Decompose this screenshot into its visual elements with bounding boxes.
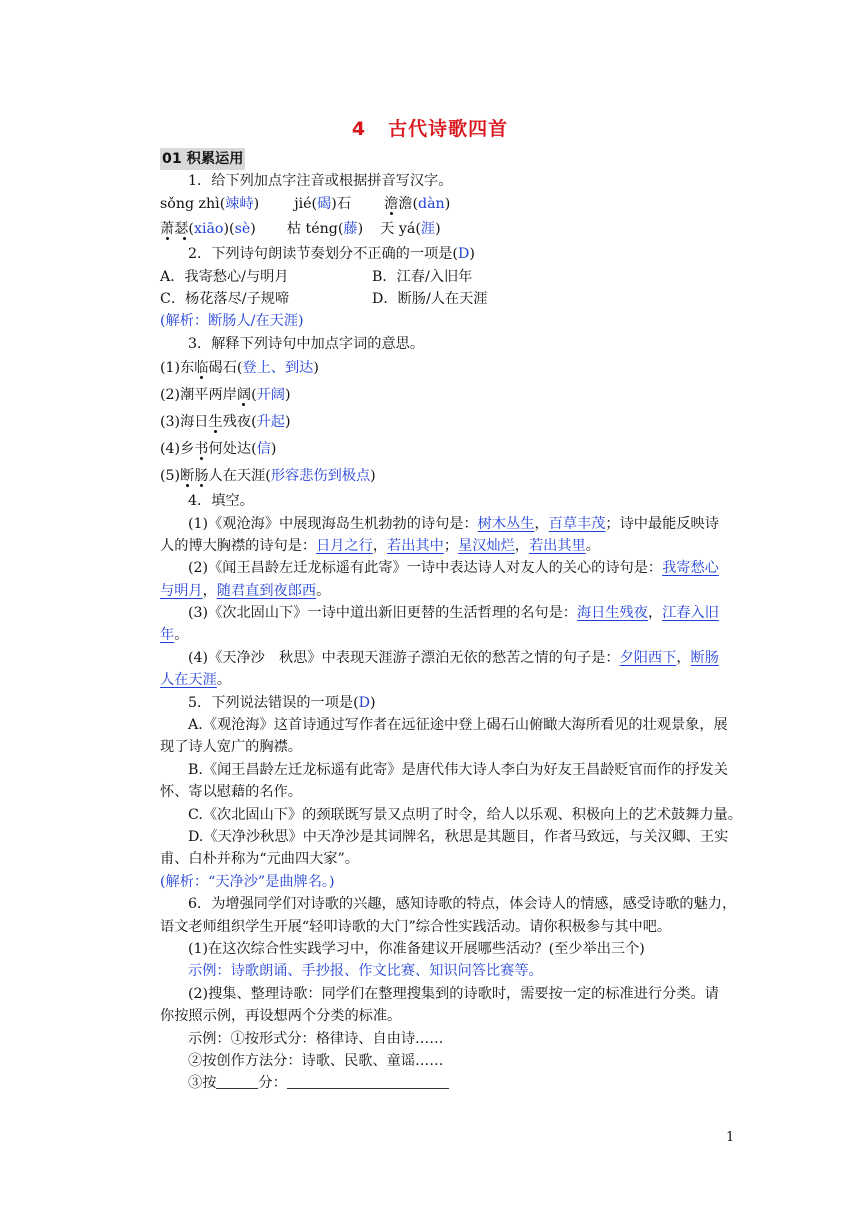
- option-a: A．我寄愁心/与明月: [160, 268, 289, 285]
- answer: xiāo: [193, 221, 224, 238]
- answer: 信: [256, 441, 271, 458]
- option-c: C．杨花落尽/子规啼: [160, 290, 290, 307]
- q1-row1: sǒng zhì(竦峙) jié(碣)石 澹澹(dàn): [160, 195, 451, 212]
- q5-option-d-cont: 甫、白朴并称为“元曲四大家”。: [160, 851, 359, 868]
- q4-p2: (2)《闻王昌龄左迁龙标遥有此寄》一诗中表达诗人对友人的关心的诗句是：我寄愁心: [188, 560, 719, 577]
- q6-sub1: (1)在这次综合性实践学习中，你准备建议开展哪些活动？(至少举出三个): [188, 940, 645, 957]
- q3-item: (2)潮平两岸阔(开阔): [160, 387, 291, 404]
- answer: 涯: [420, 221, 436, 238]
- answer: 江春入旧: [662, 605, 719, 622]
- q5-explanation: (解析：“天净沙”是曲牌名。): [160, 873, 335, 890]
- q5-option-b-cont: 怀、寄以慰藉的名作。: [160, 784, 302, 801]
- answer: D: [457, 246, 470, 263]
- q4-p2-cont: 与明月，随君直到夜郎西。: [160, 582, 331, 599]
- q3-stem: 3．解释下列诗句中加点字词的意思。: [188, 335, 425, 352]
- option-d: D．断肠/人在天涯: [372, 290, 488, 307]
- page-title: [0, 114, 860, 141]
- q5-stem: 5．下列说法错误的一项是(D): [188, 694, 376, 711]
- q4-p1: (1)《观沧海》中展现海岛生机勃勃的诗句是：树木丛生，百草丰茂；诗中最能反映诗: [188, 515, 719, 532]
- option-b: B．江春/入旧年: [372, 268, 473, 285]
- q5-option-b: B.《闻王昌龄左迁龙标遥有此寄》是唐代伟大诗人李白为好友王昌龄贬官而作的抒发关: [188, 761, 728, 778]
- q6-example-3: ③按 分：: [160, 1072, 732, 1094]
- page-number: 1: [726, 1130, 735, 1145]
- answer: 藤: [343, 221, 358, 238]
- answer: 断肠: [690, 649, 719, 666]
- q3-item: (4)乡书何处达(信): [160, 441, 277, 458]
- answer: 若出其里: [528, 537, 586, 554]
- answer: 海日生残夜: [576, 605, 648, 622]
- answer: 开阔: [256, 387, 285, 404]
- answer: 日月之行: [316, 537, 373, 554]
- answer: 我寄愁心: [662, 560, 719, 577]
- answer: 树木丛生: [477, 515, 535, 532]
- answer: 竦峙: [225, 195, 254, 212]
- q3-item: (5)断肠人在天涯(形容悲伤到极点): [160, 468, 376, 485]
- q4-p1-cont: 人的博大胸襟的诗句是：日月之行，若出其中；星汉灿烂，若出其里。: [160, 537, 600, 554]
- answer: dàn: [418, 195, 445, 212]
- q2-options-cd: [160, 288, 732, 310]
- answer: sè: [234, 221, 251, 238]
- answer: D: [358, 694, 370, 711]
- lesson-title: 古代诗歌四首: [388, 118, 509, 140]
- answer: 百草丰茂: [548, 515, 606, 532]
- q6-sub2-cont: 你按照示例，再设想两个分类的标准。: [160, 1008, 402, 1025]
- lesson-number: 4: [351, 118, 367, 140]
- answer: 登上、到达: [242, 360, 314, 377]
- answer: 碣: [317, 195, 332, 212]
- answer: 人在天涯: [160, 672, 217, 689]
- answer: 随君直到夜郎西: [216, 582, 317, 599]
- answer: 升起: [256, 414, 285, 431]
- section-heading: 01 积累运用: [160, 148, 245, 170]
- q6-stem-cont: 语文老师组织学生开展“轻叩诗歌的大门”综合性实践活动。请你积极参与其中吧。: [160, 918, 672, 935]
- q6-sub1-answer: 示例：诗歌朗诵、手抄报、作文比赛、知识问答比赛等。: [188, 963, 543, 980]
- answer: 年: [160, 627, 175, 644]
- q3-item: (3)海日生残夜(升起): [160, 414, 291, 431]
- blank-field[interactable]: [216, 1074, 258, 1089]
- q5-option-a-cont: 现了诗人宽广的胸襟。: [160, 739, 302, 756]
- q5-option-d: D.《天净沙秋思》中天净沙是其词牌名，秋思是其题目，作者马致远，与关汉卿、王实: [188, 828, 729, 845]
- q5-option-a: A.《观沧海》这首诗通过写作者在远征途中登上碣石山俯瞰大海所看见的壮观景象，展: [188, 717, 728, 734]
- answer: 若出其中: [387, 537, 444, 554]
- q4-p3-cont: 年。: [160, 627, 189, 644]
- answer: 与明月: [160, 582, 203, 599]
- q6-example-2: ②按创作方法分：诗歌、民歌、童谣……: [188, 1052, 444, 1069]
- q2-options-ab: [160, 266, 732, 288]
- blank-field[interactable]: [287, 1074, 449, 1089]
- q4-p4-cont: 人在天涯。: [160, 672, 231, 689]
- q4-stem: 4．填空。: [188, 493, 254, 510]
- q1-stem: 1．给下列加点字注音或根据拼音写汉字。: [188, 173, 453, 190]
- q4-p3: (3)《次北固山下》一诗中道出新旧更替的生活哲理的名句是：海日生残夜，江春入旧: [188, 605, 719, 622]
- q3-item: (1)东临碣石(登上、到达): [160, 360, 319, 377]
- answer: 星汉灿烂: [458, 537, 515, 554]
- q6-sub2: (2)搜集、整理诗歌：同学们在整理搜集到的诗歌时，需要按一定的标准进行分类。请: [188, 985, 719, 1002]
- q4-p4: (4)《天净沙 秋思》中表现天涯游子漂泊无依的愁苦之情的句子是：夕阳西下，断肠: [188, 649, 719, 666]
- q1-row2: 萧瑟(xiāo)(sè) 枯 téng(藤) 天 yá(涯): [160, 221, 441, 238]
- q6-stem: 6．为增强同学们对诗歌的兴趣，感知诗歌的特点，体会诗人的情感，感受诗歌的魅力，: [188, 896, 737, 913]
- q5-option-c: C.《次北固山下》的颈联既写景又点明了时令，给人以乐观、积极向上的艺术鼓舞力量。: [188, 806, 742, 823]
- answer: 夕阳西下: [619, 649, 677, 666]
- q2-stem: 2．下列诗句朗读节奏划分不正确的一项是(D): [188, 246, 475, 263]
- q6-example-1: 示例：①按形式分：格律诗、自由诗……: [188, 1030, 444, 1047]
- answer: 形容悲伤到极点: [270, 468, 371, 485]
- content: [160, 148, 742, 1095]
- q2-explanation: (解析：断肠人/在天涯): [160, 313, 304, 330]
